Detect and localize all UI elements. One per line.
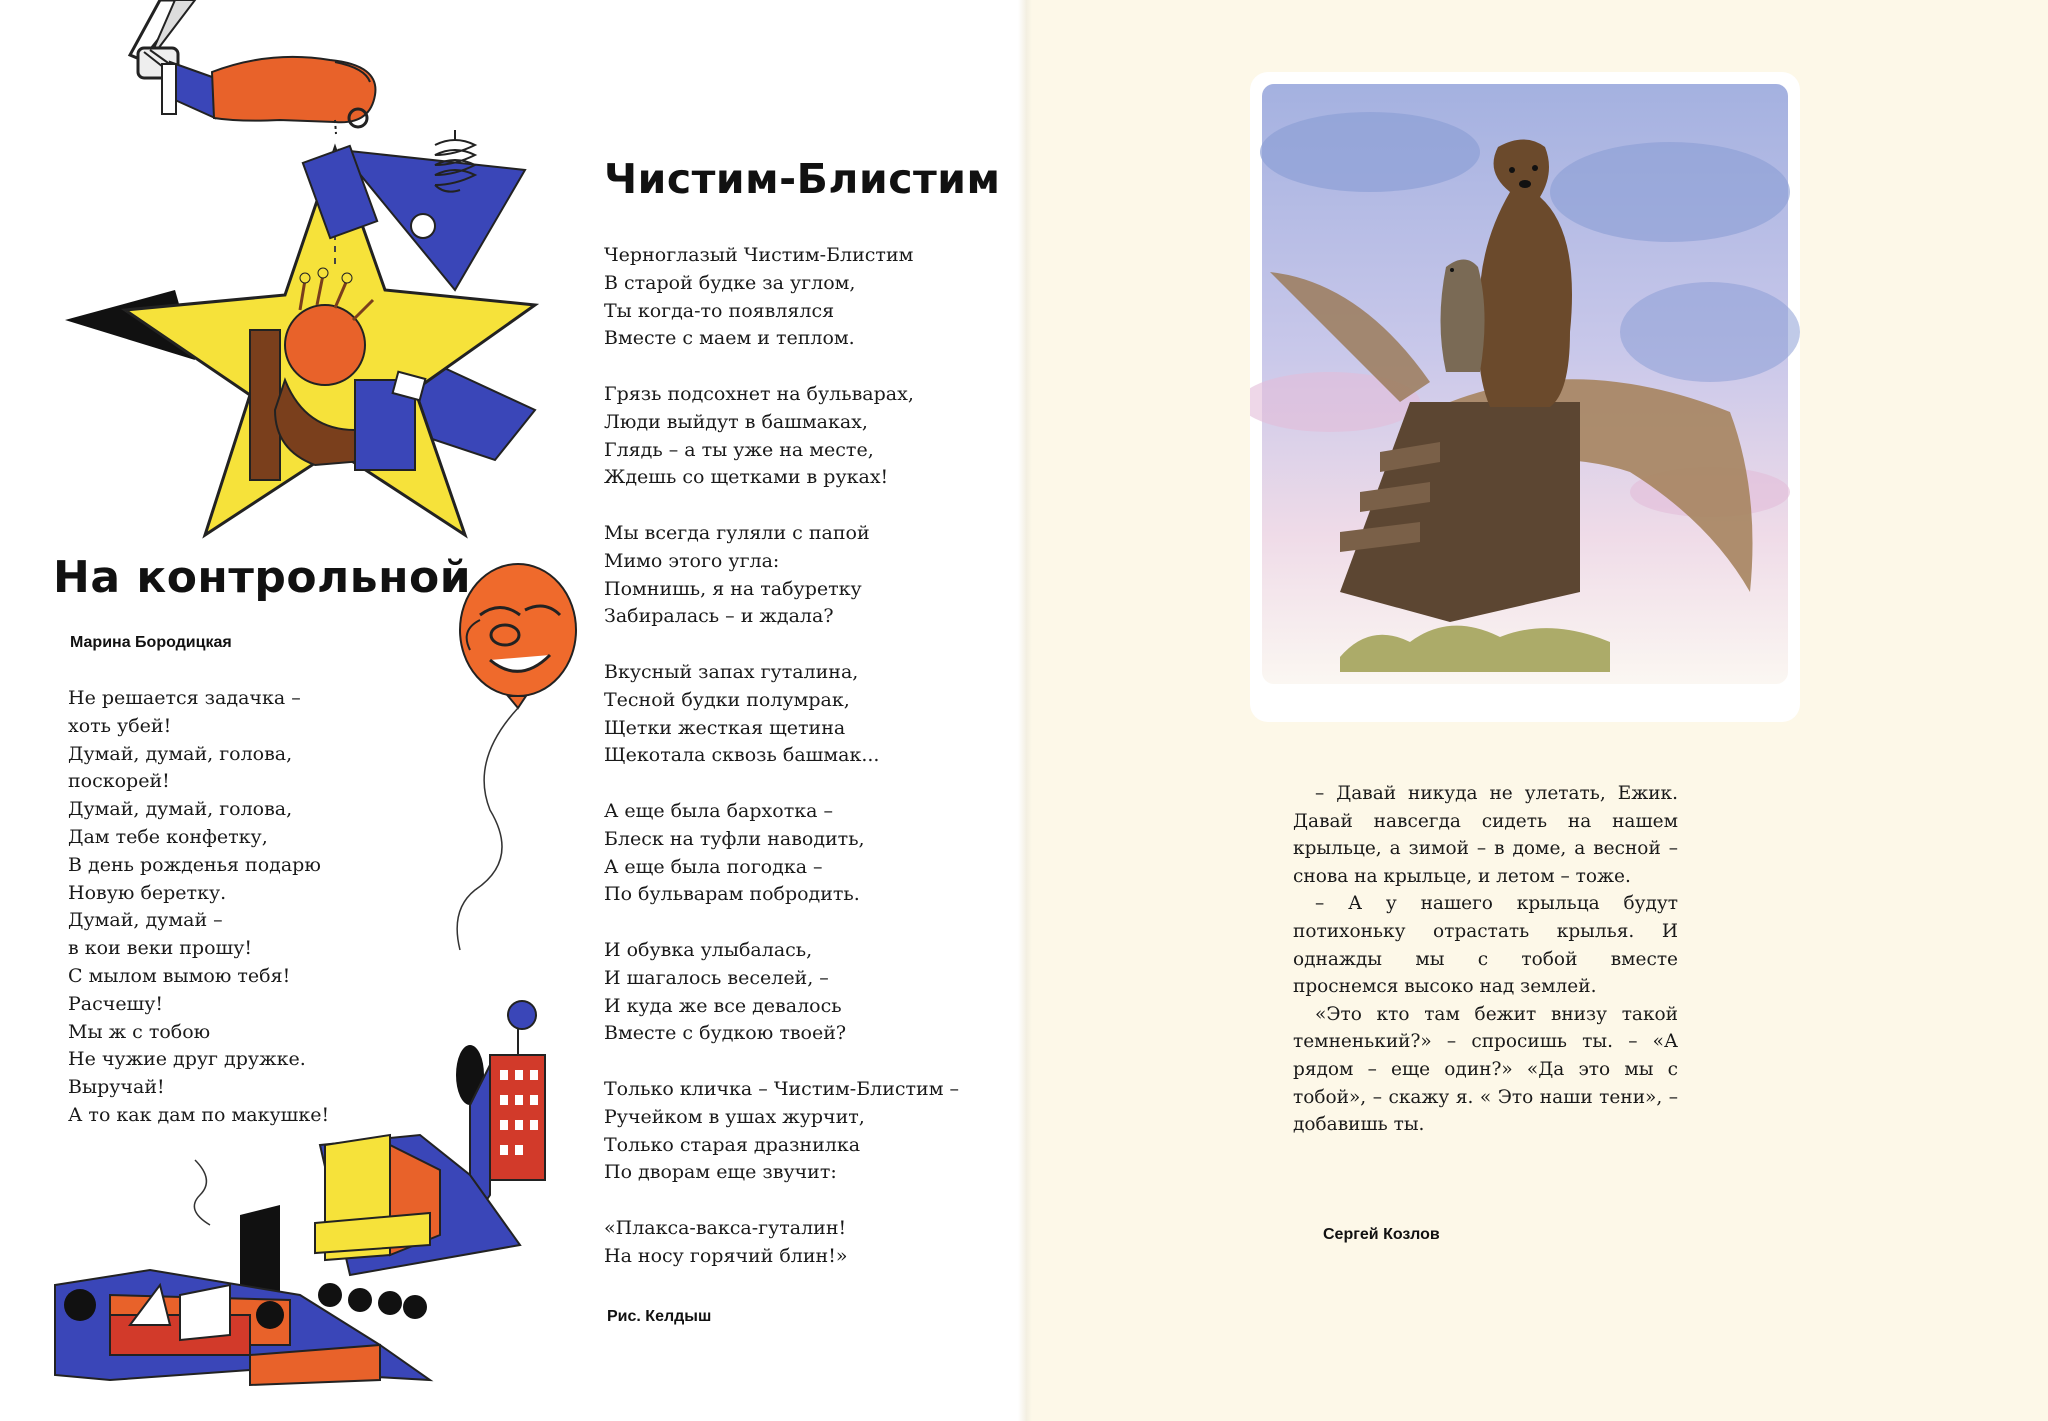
poem-stanza	[604, 242, 959, 353]
poem-line: Щетки жесткая щетина	[604, 716, 846, 739]
poem-line: Помнишь, я на табуретку	[604, 577, 862, 600]
poem-line: Не чужие друг дружке.	[68, 1048, 306, 1071]
poem-line: Не решается задачка –	[68, 687, 301, 709]
poem-line: Ждешь со щетками в руках!	[604, 466, 889, 489]
poem-line: Мы всегда гуляли с папой	[604, 521, 870, 544]
poem-line: Думай, думай, голова,	[68, 798, 293, 821]
poem-stanza	[604, 937, 959, 1048]
poem-line: Вместе с маем и теплом.	[604, 327, 855, 350]
poem-line: Глядь – а ты уже на месте,	[604, 438, 874, 461]
poem-line: «Плакса-вакса-гуталин!	[604, 1216, 847, 1239]
poem-line: Расчешу!	[68, 992, 164, 1015]
poem-line: Мимо этого угла:	[604, 549, 780, 572]
poem-line: И куда же все девалось	[604, 994, 842, 1017]
poem-line: Думай, думай, голова,	[68, 742, 293, 765]
story-text	[1293, 780, 1678, 1139]
poem-line: Грязь подсохнет на бульварах,	[604, 382, 914, 405]
story-paragraph: – Давай никуда не улетать, Ежик. Давай навсегда сидеть на нашем крыльце, а зимой – в доме, а весной – снова на крыльце, и летом – тоже.	[1293, 783, 1678, 887]
poem-stanza	[604, 1215, 959, 1271]
poem-line: С мылом вымою тебя!	[68, 964, 291, 987]
poem-line: Щекотала сквозь башмак...	[604, 744, 880, 767]
poem-line: По бульварам побродить.	[604, 883, 860, 906]
poem-line: Тесной будки полумрак,	[604, 688, 850, 711]
spring-illustration	[425, 130, 485, 210]
poem-line: Ручейком в ушах журчит,	[604, 1105, 865, 1128]
poem-line: На носу горячий блин!»	[604, 1244, 848, 1267]
poem-line: Мы ж с тобою	[68, 1020, 211, 1043]
poem-line: Блеск на туфли наводить,	[604, 827, 865, 850]
poem-stanza	[604, 798, 959, 909]
poem-line: в кои веки прошу!	[68, 937, 253, 960]
story-paragraph: – А у нашего крыльца будут потихоньку отрастать крылья. И однажды мы с тобой вместе проснемся высоко над землей.	[1293, 893, 1678, 998]
poem-line: А еще была погодка –	[604, 855, 823, 878]
story-paragraph: «Это кто там бежит внизу такой темненький?» – спросишь ты. – «А рядом – еще один?» «Да это мы с тобой», – скажу я. « Это наши тени», – добавишь ты.	[1293, 1003, 1678, 1136]
poem-stanza	[604, 520, 959, 631]
poem-line: По дворам еще звучит:	[604, 1161, 837, 1184]
poem-line: Вместе с будкою твоей?	[604, 1022, 847, 1045]
poem-line: Дам тебе конфетку,	[68, 825, 268, 848]
poem-line: Думай, думай –	[68, 909, 223, 932]
poem-line: В старой будке за углом,	[604, 271, 856, 294]
page-gutter	[1018, 0, 1032, 1421]
poem2-title: Чистим-Блистим	[604, 155, 1001, 203]
poem-line: И шагалось веселей, –	[604, 966, 829, 989]
poem-line: А еще была бархотка –	[604, 799, 833, 822]
poem-line: Ты когда-то появлялся	[604, 299, 835, 322]
poem-stanza	[604, 381, 959, 492]
hand-with-pliers-illustration	[120, 0, 400, 140]
poem-line: хоть убей!	[68, 714, 172, 737]
poem-line: Новую беретку.	[68, 881, 227, 904]
poem2-text	[604, 242, 959, 1270]
poem1-title: На контрольной	[53, 552, 472, 603]
poem-line: Выручай!	[68, 1076, 165, 1099]
poem-line: Черноглазый Чистим-Блистим	[604, 244, 914, 266]
poem-line: А то как дам по макушке!	[68, 1103, 330, 1126]
poem-stanza	[604, 659, 959, 770]
poem-line: поскорей!	[68, 770, 170, 793]
poem-line: В день рожденья подарю	[68, 853, 321, 876]
poem-line: Люди выйдут в башмаках,	[604, 410, 868, 433]
bear-hedgehog-illustration	[1250, 72, 1800, 722]
story-author: Сергей Козлов	[1323, 1226, 1440, 1243]
poem1-author: Марина Бородицкая	[70, 634, 232, 651]
city-illustration	[50, 995, 570, 1395]
poem-line: Только старая дразнилка	[604, 1133, 861, 1156]
illustrator-credit: Рис. Келдыш	[607, 1308, 712, 1325]
poem-stanza	[604, 1076, 959, 1187]
poem-line: И обувка улыбалась,	[604, 938, 813, 961]
poem-line: Вкусный запах гуталина,	[604, 660, 859, 683]
balloon-illustration	[430, 560, 600, 960]
poem-line: Забиралась – и ждала?	[604, 605, 834, 628]
poem-line: Только кличка – Чистим-Блистим –	[604, 1077, 960, 1100]
